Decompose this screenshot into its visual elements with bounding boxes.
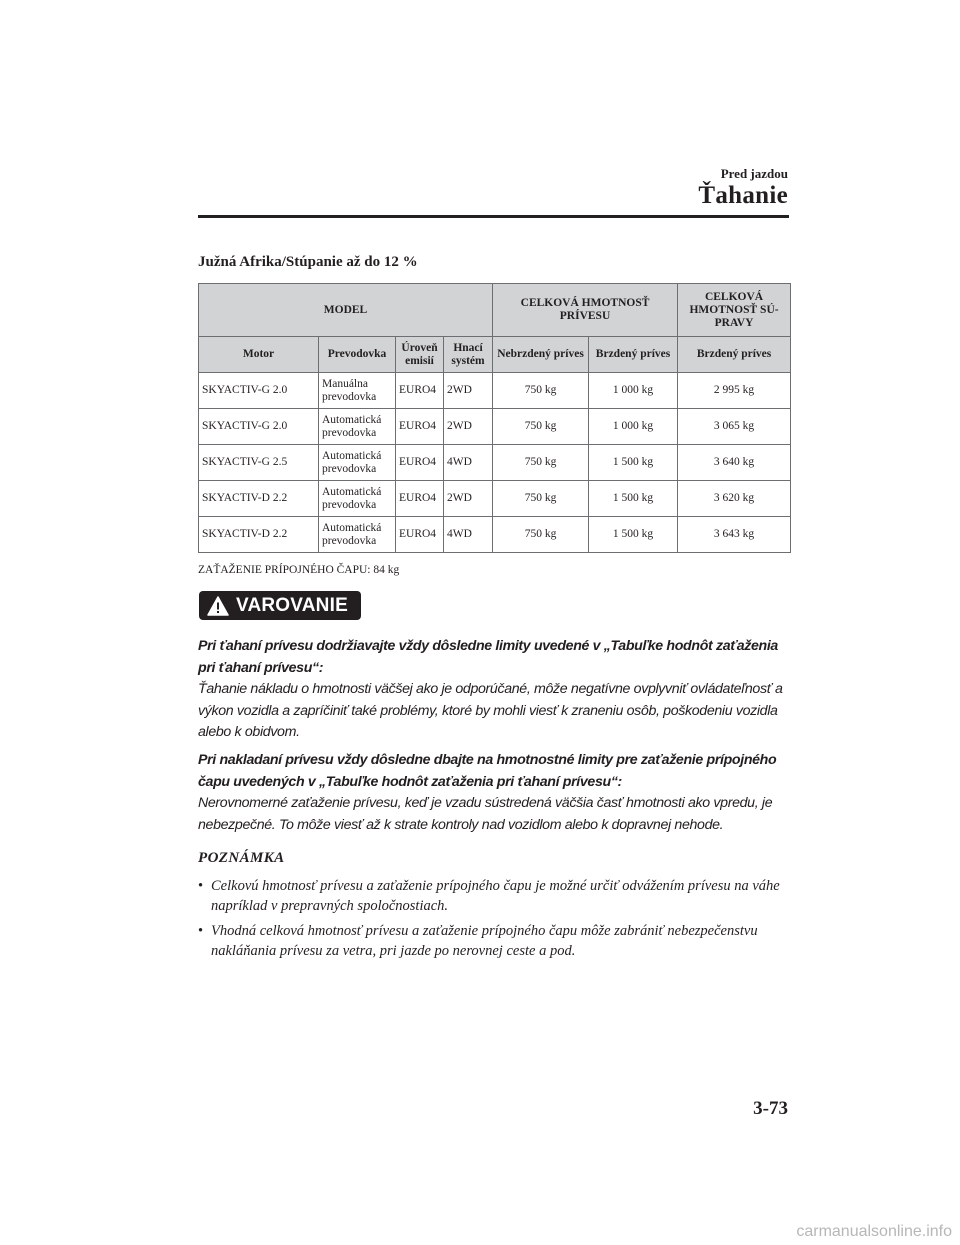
cell-braked: 1 500 kg	[589, 481, 678, 517]
chapter-label: Pred jazdou	[720, 166, 788, 181]
cell-transmission: Automatická prevodovka	[319, 409, 396, 445]
table-row	[199, 409, 791, 445]
warning-2-heading: Pri nakladaní prívesu vždy dôsledne dbajte na hmotnostné limity pre zaťaženie prípojného čapu uvedených v „Tabuľke hodnôt zaťaženia pri ťahaní prívesu“:	[198, 752, 777, 790]
cell-transmission: Automatická prevodovka	[319, 445, 396, 481]
warning-2-body: Nerovnomerné zaťaženie prívesu, keď je vzadu sústredená väčšia časť hmotnosti ako vpredu, je nebezpečné. To môže viesť až k strate kontroly nad vozidlom alebo k dopravnej nehode.	[198, 795, 773, 833]
cell-drive: 2WD	[444, 409, 493, 445]
cell-braked-combination: 3 065 kg	[678, 409, 791, 445]
towing-load-table	[198, 283, 791, 553]
page-title: Ťahanie	[698, 182, 788, 209]
warning-block-1	[198, 636, 794, 744]
note-list	[198, 876, 790, 966]
col-group-model: MODEL	[199, 284, 493, 337]
table-group-header-row	[199, 284, 791, 337]
table-row	[199, 481, 791, 517]
warning-1-heading: Pri ťahaní prívesu dodržiavajte vždy dôsledne limity uvedené v „Tabuľke hodnôt zaťaženia pri ťahaní prívesu“:	[198, 638, 778, 676]
cell-unbraked: 750 kg	[493, 481, 589, 517]
cell-unbraked: 750 kg	[493, 373, 589, 409]
header-divider	[198, 215, 789, 218]
cell-unbraked: 750 kg	[493, 517, 589, 553]
cell-unbraked: 750 kg	[493, 409, 589, 445]
cell-transmission: Manuálna prevodovka	[319, 373, 396, 409]
col-header-emission: Úroveň emisií	[396, 337, 444, 373]
col-header-drive: Hnací systém	[444, 337, 493, 373]
bullet-icon: •	[198, 923, 204, 939]
cell-motor: SKYACTIV-D 2.2	[199, 517, 319, 553]
table-row	[199, 517, 791, 553]
table-header-row	[199, 337, 791, 373]
cell-braked: 1 000 kg	[589, 409, 678, 445]
cell-drive: 2WD	[444, 481, 493, 517]
note-item-text: Vhodná celková hmotnosť prívesu a zaťaženie prípojného čapu môže zabrániť nebezpečenstvu nakláňania prívesu za vetra, pri jazde po nerovnej ceste a pod.	[211, 923, 758, 959]
cell-drive: 4WD	[444, 517, 493, 553]
cell-emission: EURO4	[396, 445, 444, 481]
col-header-braked: Brzdený príves	[589, 337, 678, 373]
cell-motor: SKYACTIV-G 2.0	[199, 373, 319, 409]
page-number: 3-73	[753, 1098, 788, 1119]
cell-emission: EURO4	[396, 409, 444, 445]
table-row	[199, 373, 791, 409]
cell-transmission: Automatická prevodovka	[319, 481, 396, 517]
warning-1-body: Ťahanie nákladu o hmotnosti väčšej ako je odporúčané, môže negatívne ovplyvniť ovládateľnosť a výkon vozidla a zapríčiniť také problémy, ktoré by mohli viesť k zraneniu osôb, poškodeniu vozidla alebo k obidvom.	[198, 681, 783, 740]
col-header-motor: Motor	[199, 337, 319, 373]
cell-transmission: Automatická prevodovka	[319, 517, 396, 553]
list-item	[198, 921, 790, 961]
warning-triangle-icon	[207, 596, 229, 616]
cell-drive: 2WD	[444, 373, 493, 409]
col-header-unbraked: Nebrzdený príves	[493, 337, 589, 373]
note-item-text: Celkovú hmotnosť prívesu a zaťaženie prípojného čapu je možné určiť odvážením prívesu na váhe napríklad v prepravných spoločnostiach.	[211, 878, 780, 914]
cell-unbraked: 750 kg	[493, 445, 589, 481]
cell-braked: 1 000 kg	[589, 373, 678, 409]
col-group-trailer-total: CELKOVÁ HMOTNOSŤ PRÍVESU	[493, 284, 678, 337]
table-row	[199, 445, 791, 481]
cell-braked: 1 500 kg	[589, 445, 678, 481]
bullet-icon: •	[198, 878, 204, 894]
col-header-transmission: Prevodovka	[319, 337, 396, 373]
section-title: Južná Afrika/Stúpanie až do 12 %	[198, 254, 418, 270]
cell-braked-combination: 2 995 kg	[678, 373, 791, 409]
col-group-combination-total: CELKOVÁ HMOTNOSŤ SÚPRAVY	[678, 284, 791, 337]
cell-emission: EURO4	[396, 481, 444, 517]
cell-drive: 4WD	[444, 445, 493, 481]
cell-motor: SKYACTIV-D 2.2	[199, 481, 319, 517]
cell-emission: EURO4	[396, 373, 444, 409]
cell-braked-combination: 3 643 kg	[678, 517, 791, 553]
cell-braked-combination: 3 620 kg	[678, 481, 791, 517]
cell-motor: SKYACTIV-G 2.0	[199, 409, 319, 445]
watermark: carmanualsonline.info	[796, 1223, 952, 1240]
coupling-load-text: ZAŤAŽENIE PRÍPOJNÉHO ČAPU: 84 kg	[198, 564, 400, 576]
warning-badge	[199, 591, 361, 620]
warning-label: VAROVANIE	[236, 594, 348, 616]
col-header-braked-combination: Brzdený príves	[678, 337, 791, 373]
cell-emission: EURO4	[396, 517, 444, 553]
cell-braked: 1 500 kg	[589, 517, 678, 553]
list-item	[198, 876, 790, 916]
note-title: POZNÁMKA	[198, 850, 285, 866]
cell-motor: SKYACTIV-G 2.5	[199, 445, 319, 481]
cell-braked-combination: 3 640 kg	[678, 445, 791, 481]
warning-block-2	[198, 750, 794, 836]
